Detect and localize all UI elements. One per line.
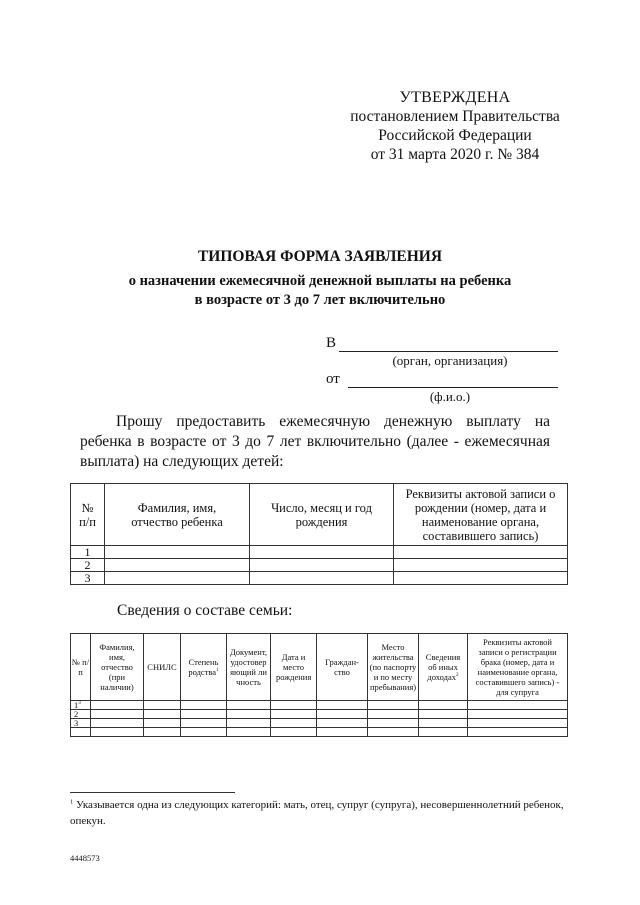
birth-record-cell[interactable] [394,546,568,559]
cell[interactable] [419,701,468,710]
cell[interactable] [468,728,568,737]
footnote-marker: 1 [70,798,74,806]
cell[interactable] [227,701,271,710]
family-table [70,633,568,737]
cell[interactable] [368,701,419,710]
to-caption: (орган, организация) [392,353,508,368]
to-label: В [326,335,337,351]
cell[interactable] [271,701,317,710]
child-name-cell[interactable] [105,546,250,559]
table-row [71,719,568,728]
row-number: $1^3$ [71,701,91,710]
col-header-snils: СНИЛС [144,634,181,701]
birth-date-cell[interactable] [250,572,394,585]
approval-title: УТВЕРЖДЕНА [399,89,511,106]
footnote-ref: 1 [216,667,219,674]
cell[interactable] [317,701,368,710]
cell[interactable] [144,710,181,719]
approval-line-2: Российской Федерации [378,127,532,144]
from-field[interactable] [348,373,558,388]
footnote-divider [70,792,235,793]
addressee-block [326,334,558,406]
col-header-number: № п/п [71,484,105,546]
cell[interactable] [227,728,271,737]
col-header-other-income: Сведения об иных доходах$^2$ [419,634,468,701]
from-label: от [326,371,340,387]
cell[interactable] [368,710,419,719]
cell[interactable] [91,728,144,737]
cell[interactable] [368,728,419,737]
row-number: 3 [71,719,91,728]
birth-record-cell[interactable] [394,572,568,585]
footnote-ref: 2 [456,672,459,679]
cell[interactable] [144,728,181,737]
col-header-full-name: Фамилия, имя, отчество (при наличии) [91,634,144,701]
cell[interactable] [368,719,419,728]
form-title [60,247,580,310]
cell[interactable] [144,701,181,710]
to-row [326,334,558,352]
approval-line-3: от 31 марта 2020 г. № 384 [370,146,540,163]
children-table [70,483,568,585]
cell[interactable] [468,710,568,719]
table-row [71,701,568,710]
cell[interactable] [91,710,144,719]
cell[interactable] [91,719,144,728]
col-header-residence: Место жительства (по паспорту и по месту пребывания) [368,634,419,701]
row-number [71,728,91,737]
cell[interactable] [181,719,227,728]
cell[interactable] [317,728,368,737]
footnote-ref: 3 [78,700,81,707]
row-number: 2 [71,559,105,572]
row-number: 3 [71,572,105,585]
approval-line-1: постановлением Правительства [350,108,560,125]
form-title-main: ТИПОВАЯ ФОРМА ЗАЯВЛЕНИЯ [197,248,443,265]
from-caption: (ф.и.о.) [429,389,471,404]
cell[interactable] [181,701,227,710]
form-title-sub-1: о назначении ежемесячной денежной выплаты на ребенка [128,273,512,289]
document-number: 4448573 [70,853,100,863]
cell[interactable] [468,701,568,710]
cell[interactable] [468,719,568,728]
row-number: 2 [71,710,91,719]
table-row [71,572,568,585]
cell[interactable] [419,728,468,737]
footnote-text: Указывается одна из следующих категорий: мать, отец, супруг (супруга), несовершеннолетний ребенок, опекун. [70,799,564,827]
child-name-cell[interactable] [105,572,250,585]
cell[interactable] [271,710,317,719]
from-row [326,370,558,388]
col-header-relationship: Степень родства$^1$ [181,634,227,701]
cell[interactable] [181,710,227,719]
cell[interactable] [91,701,144,710]
footnote [70,797,570,829]
cell[interactable] [227,710,271,719]
birth-date-cell[interactable] [250,559,394,572]
col-header-id-document: Документ, удостоверяющий личность [227,634,271,701]
cell[interactable] [181,728,227,737]
to-field[interactable] [339,337,558,352]
col-header-birth-date: Число, месяц и год рождения [250,484,394,546]
cell[interactable] [419,710,468,719]
table-row [71,559,568,572]
table-row [71,710,568,719]
col-header-citizenship: Граждан-ство [317,634,368,701]
col-header-birth-record: Реквизиты актовой записи о рождении (номер, дата и наименование органа, составившего запись) [394,484,568,546]
request-paragraph [80,412,550,472]
child-name-cell[interactable] [105,559,250,572]
cell[interactable] [317,710,368,719]
cell[interactable] [419,719,468,728]
col-header-child-name: Фамилия, имя, отчество ребенка [105,484,250,546]
request-text: Прошу предоставить ежемесячную денежную выплату на ребенка в возрасте от 3 до 7 лет включительно (далее - ежемесячная выплата) на следующих детей: [80,413,550,470]
table-row [71,546,568,559]
birth-date-cell[interactable] [250,546,394,559]
form-title-sub-2: в возрасте от 3 до 7 лет включительно [194,292,446,308]
cell[interactable] [271,728,317,737]
approval-block [330,88,580,164]
cell[interactable] [317,719,368,728]
cell[interactable] [227,719,271,728]
col-header-birth-date-place: Дата и место рождения [271,634,317,701]
family-section-label: Сведения о составе семьи: [117,602,293,619]
row-number: 1 [71,546,105,559]
table-row [71,728,568,737]
col-header-number: № п/п [71,634,91,701]
family-table-header [71,634,568,701]
birth-record-cell[interactable] [394,559,568,572]
cell[interactable] [144,719,181,728]
children-table-header [71,484,568,546]
col-header-marriage-record: Реквизиты актовой записи о регистрации брака (номер, дата и наименование органа, составившего запись) - для супруга [468,634,568,701]
cell[interactable] [271,719,317,728]
